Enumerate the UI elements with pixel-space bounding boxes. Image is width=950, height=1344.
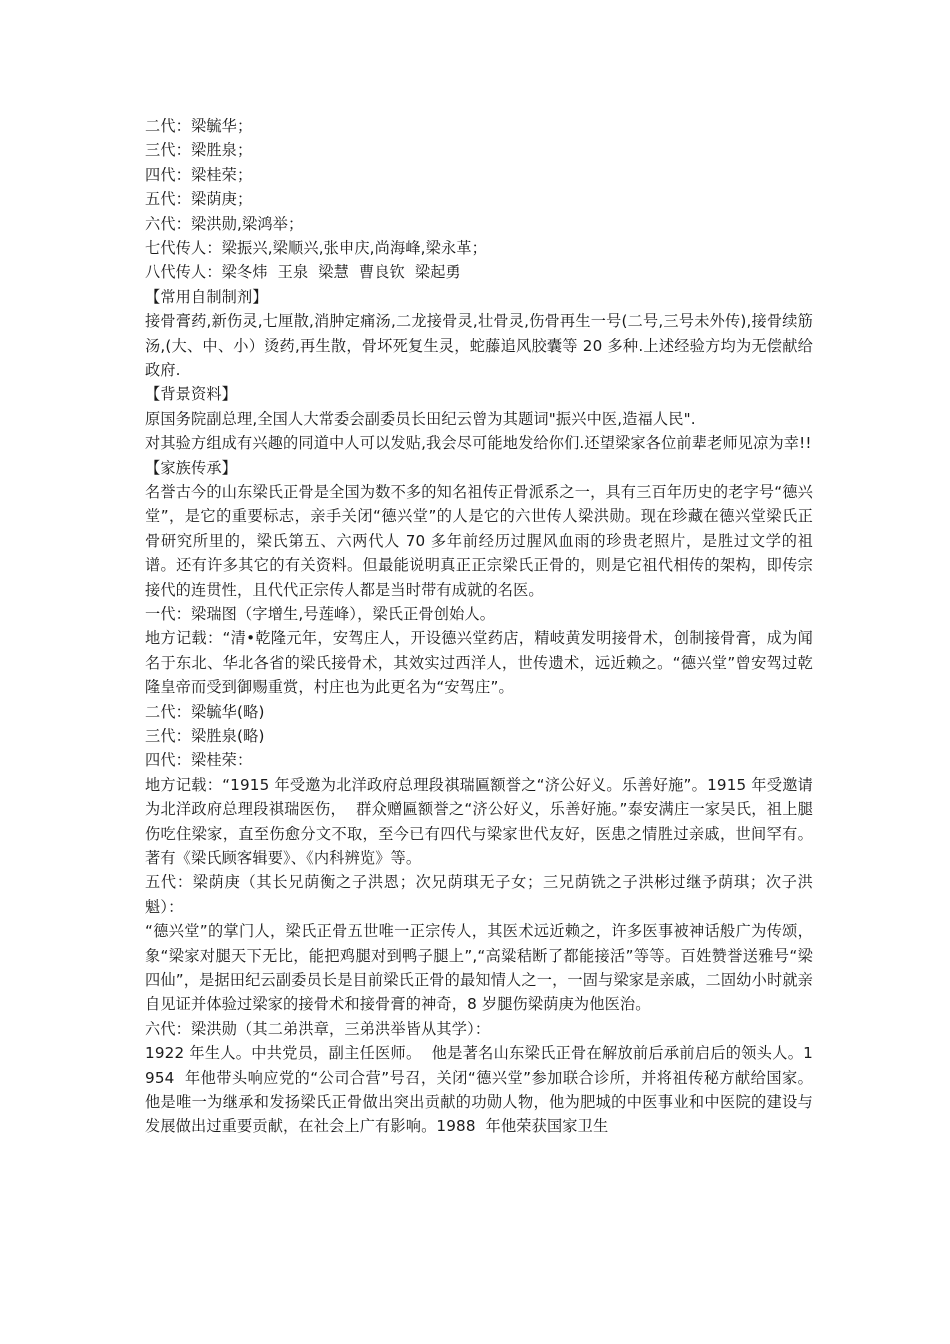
line-gen5: 五代：梁荫庚； xyxy=(145,190,253,209)
paragraph-request: 对其验方组成有兴趣的同道中人可以发贴,我会尽可能地发给你们.还望梁家各位前辈老师见凉为幸!! xyxy=(145,434,812,453)
paragraph-gen6-record: 1922 年生人。中共党员，副主任医师。 他是著名山东梁氏正骨在解放前后承前启后的领头人。1954 年他带头响应党的“公司合营”号召，关闭“德兴堂”参加联合诊所，并将祖传秘方献给国家。他是唯一为继承和发扬梁氏正骨做出突出贡献的功勋人物，他为肥城的中医事业和中医院的建设与发展做出过重要贡献，在社会上广有影响。1988 年他荣获国家卫生 xyxy=(145,1044,813,1136)
line-gen2: 二代：梁毓华； xyxy=(145,117,253,135)
document-page xyxy=(145,114,813,1139)
line-gen4: 四代：梁桂荣； xyxy=(145,165,253,184)
line-gen3-detail: 三代：梁胜泉(略) xyxy=(145,726,265,745)
section-heading-preparations: 【常用自制制剂】 xyxy=(145,287,268,306)
paragraph-lineage-intro: 名誉古今的山东梁氏正骨是全国为数不多的知名祖传正骨派系之一，具有三百年历史的老字号“德兴堂”，是它的重要标志，亲手关闭“德兴堂”的人是它的六世传人梁洪勋。现在珍藏在德兴堂梁氏正骨研究所里的，梁氏第五、六两代人 70 多年前经历过腥风血雨的珍贵老照片，是胜过文学的祖谱。还有许多其它的有关资料。但最能说明真正正宗梁氏正骨的，则是它祖代相传的架构，即传宗接代的连贯性，且代代正宗传人都是当时带有成就的名医。 xyxy=(145,482,813,599)
line-gen4-detail: 四代：梁桂荣： xyxy=(145,751,253,770)
section-heading-lineage: 【家族传承】 xyxy=(145,458,238,477)
paragraph-gen1-record: 地方记载：“清•乾隆元年，安驾庄人，开设德兴堂药店，精岐黄发明接骨术，创制接骨膏，成为闻名于东北、华北各省的梁氏接骨术，其效实过西洋人，世传遗术，远近赖之。“德兴堂”曾安驾过乾隆皇帝而受到御赐重赏，村庄也为此更名为“安驾庄”。 xyxy=(145,629,813,697)
line-gen3: 三代：梁胜泉； xyxy=(145,141,253,160)
section-heading-background: 【背景资料】 xyxy=(145,385,238,404)
paragraph-gen5-heading: 五代：梁荫庚（其长兄荫衡之子洪恩；次兄荫琪无子女；三兄荫铣之子洪彬过继予荫琪；次子洪魁）： xyxy=(145,873,813,916)
line-gen8: 八代传人：梁冬炜 王泉 梁慧 曹良钦 梁起勇 xyxy=(145,263,461,282)
line-gen7: 七代传人：梁振兴,梁顺兴,张申庆,尚海峰,梁永革； xyxy=(145,238,487,257)
line-gen2-detail: 二代：梁毓华(略) xyxy=(145,702,265,721)
paragraph-inscription: 原国务院副总理,全国人大常委会副委员长田纪云曾为其题词"振兴中医,造福人民". xyxy=(145,409,696,428)
paragraph-gen5-detail: “德兴堂”的掌门人，梁氏正骨五世唯一正宗传人，其医术远近赖之，许多医事被神话般广为传颂，象“梁家对腿天下无比，能把鸡腿对到鸭子腿上”,“高粱秸断了都能接活”等等。百姓赞誉送雅号“梁四仙”，是据田纪云副委员长是目前梁氏正骨的最知情人之一，一固与梁家是亲戚，二固幼小时就亲自见证并体验过梁家的接骨术和接骨膏的神奇，8 岁腿伤梁荫庚为他医治。 xyxy=(145,922,813,1014)
line-gen6-detail: 六代：梁洪勋（其二弟洪章，三弟洪举皆从其学）： xyxy=(145,1019,491,1038)
line-gen1-detail: 一代：梁瑞图（字增生,号莲峰），梁氏正骨创始人。 xyxy=(145,604,496,623)
paragraph-gen4-record: 地方记载：“1915 年受邀为北洋政府总理段祺瑞匾额誉之“济公好义。乐善好施”。1915 年受邀请为北洋政府总理段祺瑞医伤， 群众赠匾额誉之“济公好义，乐善好施。”泰安满庄一家吴氏，祖上腿伤吃住梁家，直至伤愈分文不取，至今已有四代与梁家世代友好，医患之情胜过亲戚，世间罕有。著有《梁氏顾客辑要》、《内科辨览》等。 xyxy=(145,775,813,867)
line-gen6: 六代：梁洪勋,梁鸿举； xyxy=(145,214,304,233)
paragraph-preparations: 接骨膏药,新伤灵,七厘散,消肿定痛汤,二龙接骨灵,壮骨灵,伤骨再生一号(二号,三号未外传),接骨续筋汤,(大、中、小）烫药,再生散，骨坏死复生灵，蛇藤追风胶囊等 20 多种.上述经验方均为无偿献给政府. xyxy=(145,312,813,379)
